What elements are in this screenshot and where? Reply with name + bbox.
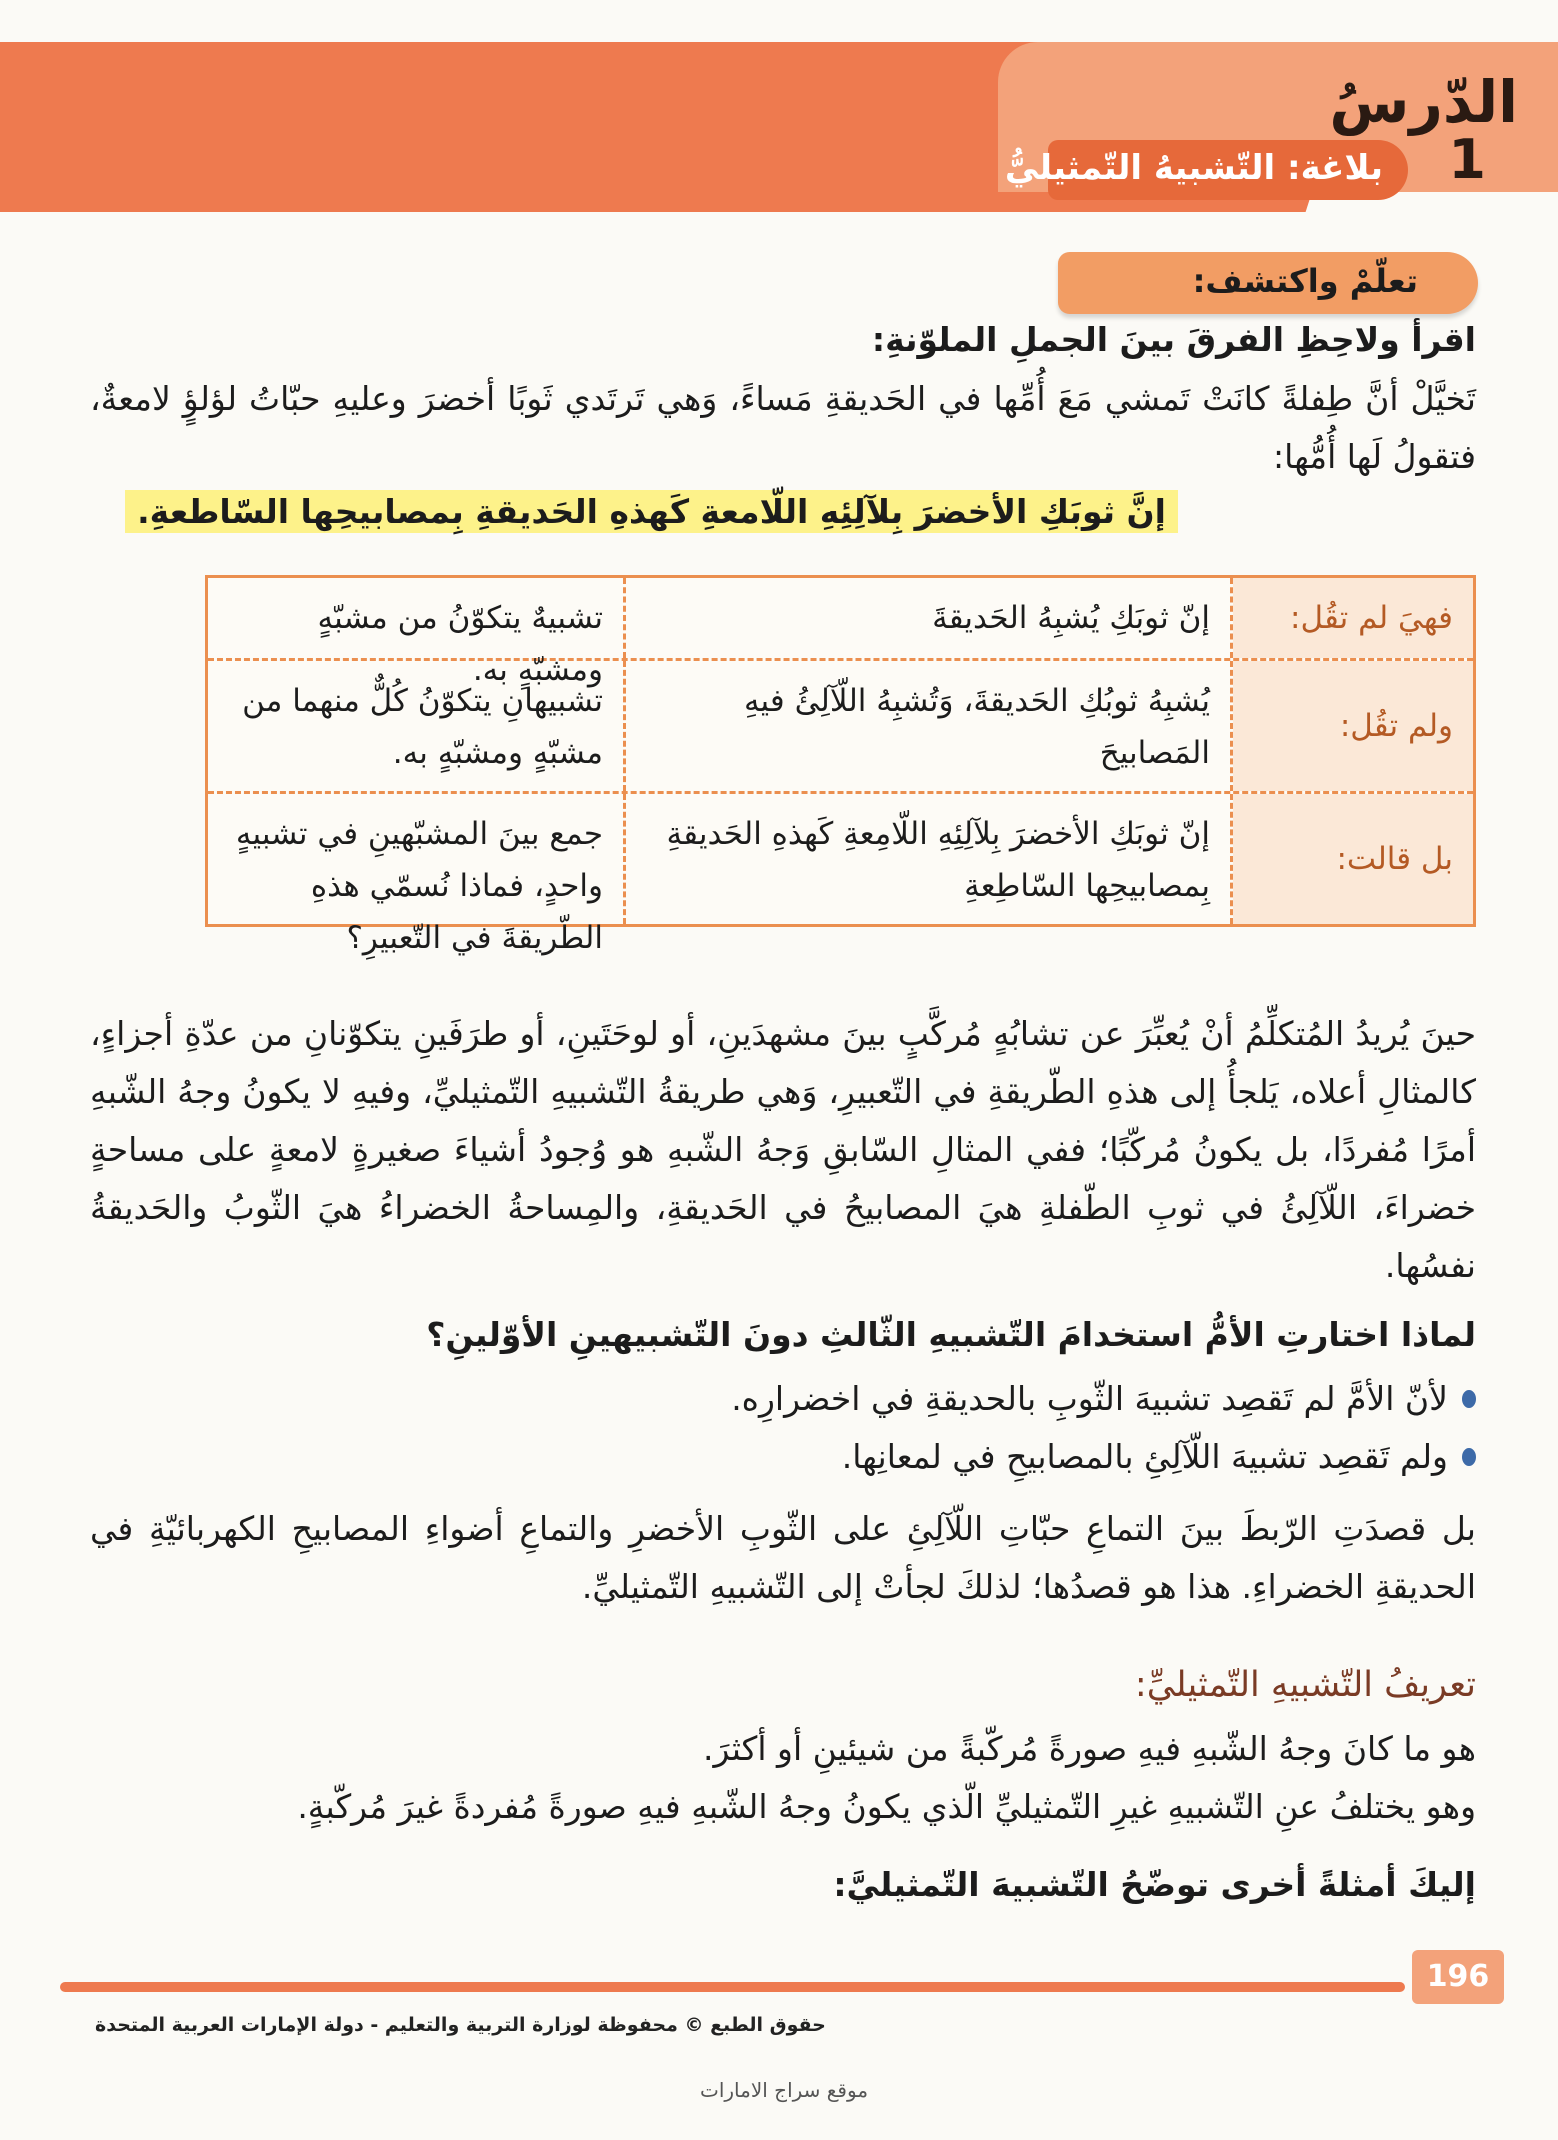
bullet-icon — [1462, 1448, 1476, 1466]
highlighted-sentence: إنَّ ثوبَكِ الأخضرَ بِلآلِئِهِ اللّامعةِ كَهذهِ الحَديقةِ بِمصابيحِها السّاطعةِ. — [125, 490, 1178, 533]
lesson-number: 1 — [1448, 128, 1486, 191]
intro-paragraph: تَخيَّلْ أنَّ طِفلةً كانَتْ تَمشي مَعَ أُمِّها في الحَديقةِ مَساءً، وَهي تَرتَدي ثَوبًا أخضرَ وعليهِ حبّاتُ لؤلؤٍ لامعةٌ، فتقولُ لَها أُمُّها: — [90, 379, 1476, 476]
bullet-text: لأنّ الأمَّ لم تَقصِد تشبيهَ الثّوبِ بالحديقةِ في اخضرارِه. — [731, 1379, 1448, 1418]
row-label: بل قالت: — [1233, 794, 1473, 924]
row-label: ولم تقُل: — [1233, 661, 1473, 791]
row-sentence: إنّ ثوبَكِ يُشبِهُ الحَديقةَ — [623, 578, 1233, 658]
site-name: موقع سراج الامارات — [700, 2078, 869, 2102]
more-examples-heading: إليكَ أمثلةً أخرى توضّحُ التّشبيهَ التّمثيليَّ: — [833, 1865, 1476, 1904]
row-description: تشبيهانِ يتكوّنُ كُلٌّ منهما من مشبّهٍ ومشبّهٍ به. — [242, 683, 603, 771]
bullet-item — [90, 1428, 1476, 1486]
row-sentence: إنّ ثوبَكِ الأخضرَ بِلآلِئِهِ اللّامِعةِ كَهذهِ الحَديقةِ بِمصابيحِها السّاطِعةِ — [623, 794, 1233, 924]
table-row — [208, 794, 1473, 956]
comparison-table — [205, 575, 1476, 956]
lesson-title: بلاغة: التّشبيهُ التّمثيليُّ — [1004, 148, 1383, 188]
instruction: اقرأ ولاحِظِ الفرقَ بينَ الجملِ الملوّنةِ: — [871, 320, 1476, 359]
page-number: 196 — [1412, 1950, 1504, 2004]
table-row — [208, 661, 1473, 794]
explanation-paragraph: حينَ يُريدُ المُتكلِّمُ أنْ يُعبِّرَ عن تشابُهٍ مُركَّبٍ بينَ مشهدَينِ، أو لوحَتَينِ، أو طرَفَينِ يتكوّنانِ من عدّةِ أجزاءٍ، كالمثالِ أعلاه، يَلجأُ إلى هذهِ الطّريقةِ في التّعبيرِ، وَهي طريقةُ التّشبيهِ التّمثيليِّ، وفيهِ لا يكونُ وجهُ الشّبهِ أمرًا مُفردًا، بل يكونُ مُركّبًا؛ ففي المثالِ السّابقِ وَجهُ الشّبهِ هو وُجودُ أشياءَ صغيرةٍ لامعةٍ على مساحةٍ خضراءَ، اللّآلِئُ في ثوبِ الطّفلةِ هيَ المصابيحُ في الحَديقةِ، والمِساحةُ الخضراءُ هيَ الثّوبُ والحَديقةُ نفسُها. — [90, 1014, 1476, 1285]
bullet-item — [90, 1370, 1476, 1428]
table-row — [208, 578, 1473, 688]
definition-line-1: هو ما كانَ وجهُ الشّبهِ فيهِ صورةً مُركّبةً من شيئينِ أو أكثرَ. — [703, 1729, 1476, 1768]
bullet-icon — [1462, 1390, 1476, 1408]
question-title: لماذا اختارتِ الأمُّ استخدامَ التّشبيهِ الثّالثِ دونَ التّشبيهينِ الأوّلينِ؟ — [426, 1315, 1476, 1354]
row-description: جمع بينَ المشبّهينِ في تشبيهٍ واحدٍ، فماذا نُسمّي هذهِ الطّريقةَ في التّعبيرِ؟ — [235, 816, 603, 956]
copyright: حقوق الطبع © محفوظة لوزارة التربية والتعليم - دولة الإمارات العربية المتحدة — [95, 2014, 826, 2036]
footer-line — [60, 1982, 1405, 1992]
definition-line-2: وهو يختلفُ عنِ التّشبيهِ غيرِ التّمثيليِّ الّذي يكونُ وجهُ الشّبهِ فيهِ صورةً مُفردةً غيرَ مُركّبةٍ. — [297, 1787, 1476, 1826]
bullet-text: ولم تَقصِد تشبيهَ اللّآلِئِ بالمصابيحِ في لمعانِها. — [841, 1437, 1448, 1476]
row-label: فهيَ لم تقُل: — [1233, 578, 1473, 658]
question-bullets — [90, 1370, 1476, 1486]
definition-heading: تعريفُ التّشبيهِ التّمثيليِّ: — [1134, 1665, 1476, 1705]
learn-label: تعلّمْ واكتشف: — [1192, 262, 1418, 300]
answer-paragraph: بل قصدَتِ الرّبطَ بينَ التماعِ حبّاتِ اللّآلِئِ على الثّوبِ الأخضرِ والتماعِ أضواءِ المصابيحِ الكهربائيّةِ في الحديقةِ الخضراءِ. هذا هو قصدُها؛ لذلكَ لجأتْ إلى التّشبيهِ التّمثيليِّ. — [90, 1509, 1476, 1606]
row-description: تشبيهٌ يتكوّنُ من مشبّهٍ ومشبّهٍ به. — [317, 600, 603, 688]
lesson-word: الدّرسُ — [1329, 68, 1518, 136]
row-sentence: يُشبِهُ ثوبُكِ الحَديقةَ، وَتُشبِهُ اللّآلِئُ فيهِ المَصابيحَ — [623, 661, 1233, 791]
